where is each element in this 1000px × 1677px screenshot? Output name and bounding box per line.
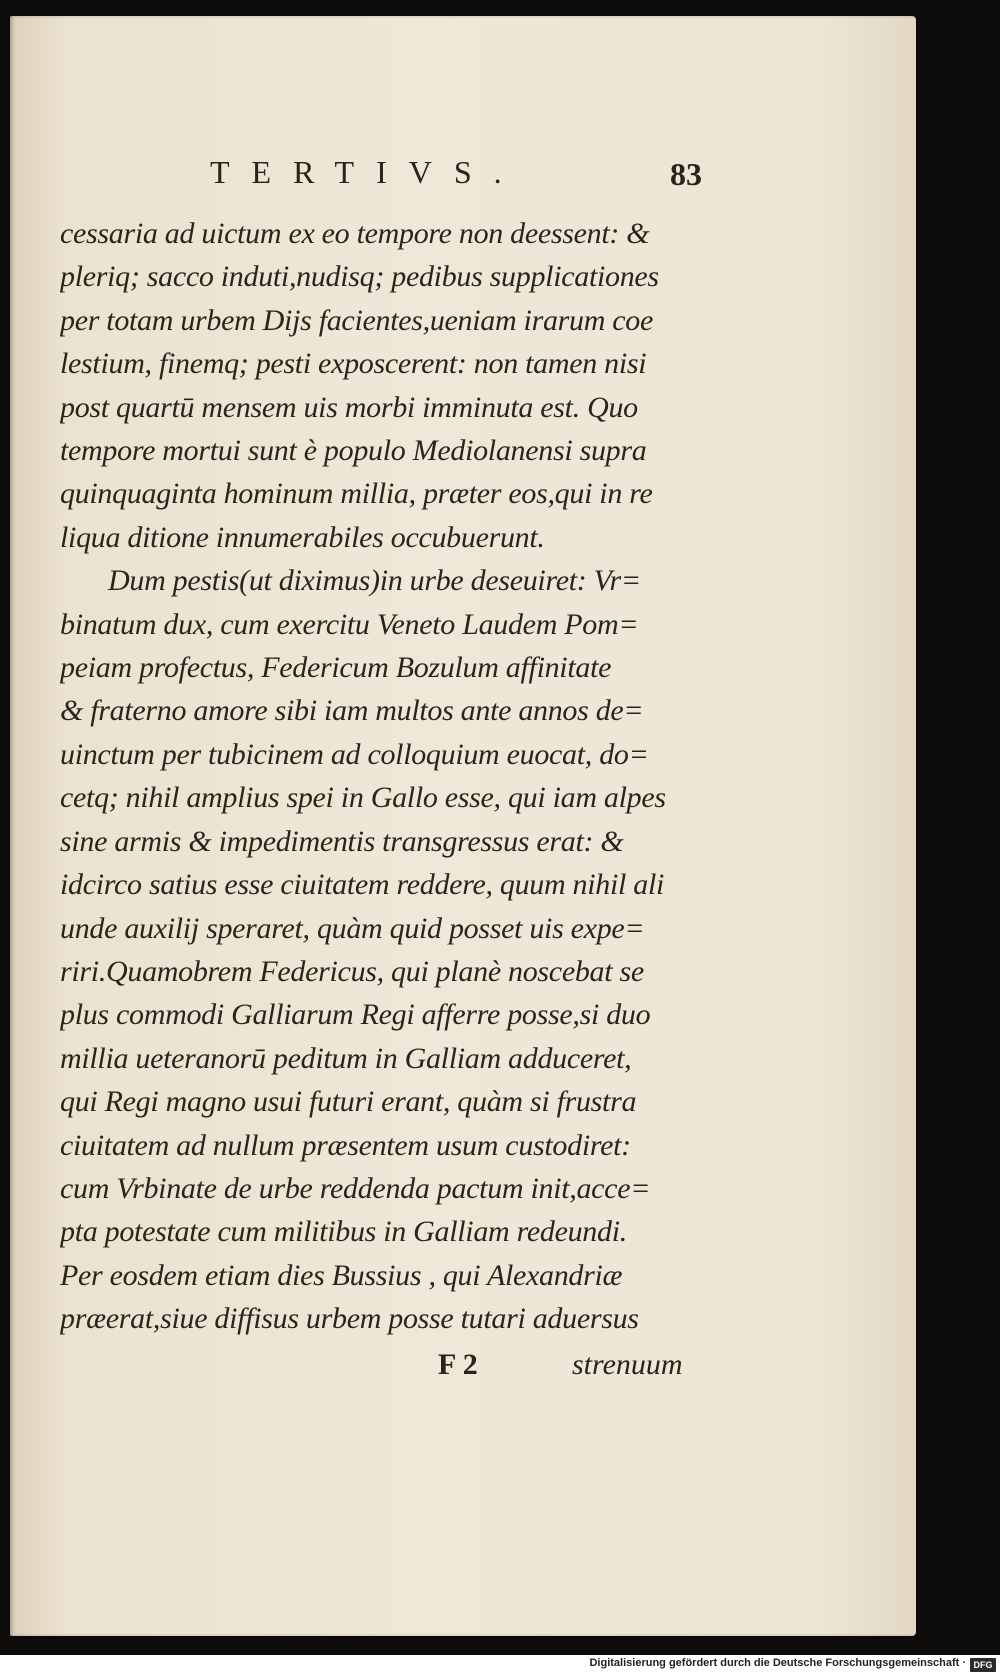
running-head: TERTIVS.	[210, 154, 524, 190]
book-page	[10, 16, 916, 1636]
attribution-text: Digitalisierung gefördert durch die Deutsche Forschungsgemeinschaft ·	[589, 1657, 966, 1669]
text-line: cum Vrbinate de urbe reddenda pactum init,acce=	[60, 1171, 651, 1205]
catchword: strenuum	[572, 1348, 683, 1381]
attribution-bar	[0, 1655, 1000, 1677]
text-line: qui Regi magno usui futuri erant, quàm si frustra	[60, 1085, 637, 1119]
text-line: riri.Quamobrem Federicus, qui planè noscebat se	[60, 954, 644, 988]
text-line: binatum dux, cum exercitu Veneto Laudem Pom=	[60, 607, 639, 641]
page-number: 83	[670, 156, 702, 192]
text-line: pta potestate cum militibus in Galliam redeundi.	[60, 1215, 627, 1249]
text-line: cetq; nihil amplius spei in Gallo esse, qui iam alpes	[60, 781, 666, 815]
text-line: sine armis & impedimentis transgressus erat: &	[60, 824, 624, 858]
text-line: præerat,siue diffisus urbem posse tutari aduersus	[60, 1302, 639, 1336]
text-line: lestium, finemq; pesti exposcerent: non tamen nisi	[60, 347, 647, 381]
text-line: plus commodi Galliarum Regi afferre posse,si duo	[60, 998, 651, 1032]
text-line: post quartū mensem uis morbi imminuta est. Quo	[60, 390, 638, 424]
text-line: quinquaginta hominum millia, præter eos,qui in re	[60, 477, 653, 511]
text-line: cessaria ad uictum ex eo tempore non deessent: &	[60, 217, 650, 250]
text-line: unde auxilij speraret, quàm quid posset uis expe=	[60, 911, 645, 945]
text-line: uinctum per tubicinem ad colloquium euocat, do=	[60, 737, 649, 771]
text-line: ciuitatem ad nullum præsentem usum custodiret:	[60, 1128, 631, 1162]
text-line: peiam profectus, Federicum Bozulum affinitate	[60, 651, 612, 685]
text-line: per totam urbem Dijs facientes,ueniam irarum coe	[60, 303, 654, 337]
text-line: Per eosdem etiam dies Bussius , qui Alexandriæ	[60, 1258, 623, 1292]
text-line: & fraterno amore sibi iam multos ante annos de=	[60, 694, 644, 728]
text-line: millia ueteranorū peditum in Galliam adduceret,	[60, 1041, 632, 1075]
text-line: tempore mortui sunt è populo Mediolanensi supra	[60, 434, 647, 468]
paragraph-start-line: Dum pestis(ut diximus)in urbe deseuiret: Vr=	[108, 564, 641, 598]
body-text	[60, 212, 720, 1341]
signature-mark: F 2	[438, 1348, 478, 1381]
dfg-logo: DFG	[970, 1658, 996, 1672]
text-line: liqua ditione innumerabiles occubuerunt.	[60, 520, 545, 554]
text-line: idcirco satius esse ciuitatem reddere, quum nihil ali	[60, 868, 665, 902]
text-line: pleriq; sacco induti,nudisq; pedibus supplicationes	[60, 260, 659, 294]
